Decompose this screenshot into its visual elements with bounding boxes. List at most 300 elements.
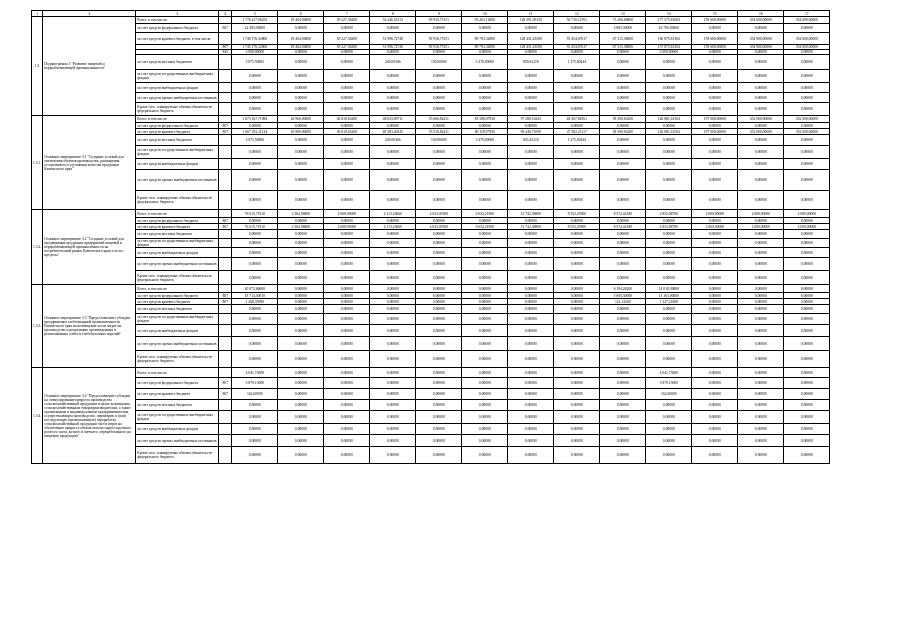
amount-cell: 0,00000 — [692, 305, 738, 314]
amount-cell: 0,00000 — [600, 389, 646, 400]
amount-cell: 0,00000 — [508, 159, 554, 170]
amount-cell: 0,00000 — [278, 50, 324, 55]
amount-cell: 0,00000 — [508, 378, 554, 389]
amount-cell: 1 776 417,06432 — [232, 17, 278, 24]
amount-cell: 159 600,00000 — [692, 45, 738, 50]
amount-cell: 52 246,52112 — [370, 17, 416, 24]
amount-cell: 58 390,63200 — [600, 116, 646, 123]
amount-cell: 0,00000 — [646, 248, 692, 258]
amount-cell: 0,00000 — [600, 230, 646, 239]
amount-cell: 0,00000 — [784, 378, 830, 389]
amount-cell: 0,00000 — [416, 314, 462, 325]
amount-cell: 0,00000 — [416, 447, 462, 464]
funding-source: за счет средств прочих внебюджетных источников — [136, 337, 219, 351]
amount-cell: 0,00000 — [784, 293, 830, 299]
amount-cell: 0,00000 — [692, 146, 738, 159]
amount-cell: 0,00000 — [784, 389, 830, 400]
amount-cell: 0,00000 — [692, 368, 738, 378]
budget-code — [219, 447, 232, 464]
amount-cell: 0,00000 — [324, 103, 370, 116]
amount-cell: 48 633,09711 — [370, 116, 416, 123]
amount-cell: 0,00000 — [370, 170, 416, 191]
funding-source: за счет средств внебюджетных фондов — [136, 83, 219, 93]
amount-cell: 0,00000 — [324, 351, 370, 368]
amount-cell: 0,00000 — [370, 400, 416, 411]
amount-cell: 0,00000 — [738, 248, 784, 258]
amount-cell: 0,00000 — [738, 55, 784, 70]
amount-cell: 352 000,00000 — [738, 129, 784, 135]
column-number: 4 — [219, 11, 232, 17]
amount-cell: 0,00000 — [508, 424, 554, 435]
amount-cell: 0,00000 — [738, 123, 784, 129]
section-name: Основное мероприятие 3.4 "Предоставление субсидии на стимулирование прироста производства сельскохозяйственной продукции в целях возмещения сельскохозяйственным товаропроизводителям, а также организациям и индивидуальным предпринимателям, осуществляющим производство, первичную и (или) последующую (промышленную) переработку сельскохозяйственной продукции части затрат на обеспечение прироста объема молока сырого крупного рогатого скота, козьего и овечьего, переработанного на пищевую продукцию" — [43, 368, 136, 464]
amount-cell: 0,00000 — [278, 337, 324, 351]
amount-cell: 0,00000 — [554, 159, 600, 170]
amount-cell: 0,00000 — [738, 299, 784, 305]
amount-cell: 0,00000 — [370, 218, 416, 224]
amount-cell: 0,00000 — [554, 293, 600, 299]
amount-cell: 0,00000 — [278, 55, 324, 70]
amount-cell: 157 875,81304 — [646, 45, 692, 50]
amount-cell: 0,00000 — [508, 230, 554, 239]
amount-cell: 354 000,00000 — [738, 45, 784, 50]
amount-cell: 0,00000 — [554, 325, 600, 337]
budget-code — [219, 17, 232, 24]
table-row — [32, 314, 830, 325]
amount-cell: 0,00000 — [278, 351, 324, 368]
amount-cell: 0,00000 — [508, 314, 554, 325]
amount-cell: 0,00000 — [646, 258, 692, 271]
amount-cell: 0,00000 — [416, 146, 462, 159]
table-row — [32, 159, 830, 170]
budget-code — [219, 305, 232, 314]
table-row — [32, 447, 830, 464]
amount-cell: 0,00000 — [278, 248, 324, 258]
amount-cell: 160 875,81304 — [646, 33, 692, 45]
amount-cell: 162,60000 — [232, 389, 278, 400]
amount-cell: 0,00000 — [738, 435, 784, 447]
column-number: 15 — [692, 11, 738, 17]
amount-cell: 26 900,00000 — [278, 129, 324, 135]
amount-cell: 0,00000 — [462, 325, 508, 337]
amount-cell: 0,00000 — [600, 351, 646, 368]
amount-cell: 859,65218 — [508, 55, 554, 70]
amount-cell: 0,00000 — [416, 103, 462, 116]
amount-cell: 0,00000 — [462, 218, 508, 224]
amount-cell: 1 127,21800 — [646, 299, 692, 305]
amount-cell: 0,00000 — [462, 50, 508, 55]
funding-source: за счет средств местных бюджетов — [136, 135, 219, 146]
amount-cell: 0,00000 — [784, 248, 830, 258]
funding-source: за счет средств краевого бюджета — [136, 224, 219, 230]
budget-code — [219, 424, 232, 435]
amount-cell: 93 263,12800 — [462, 17, 508, 24]
amount-cell: 0,00000 — [554, 103, 600, 116]
amount-cell: 0,00000 — [554, 305, 600, 314]
amount-cell: 67 315,36800 — [600, 33, 646, 45]
amount-cell: 0,00000 — [600, 70, 646, 83]
amount-cell: 0,00000 — [278, 400, 324, 411]
amount-cell: 0,00000 — [600, 191, 646, 210]
amount-cell: 0,00000 — [692, 103, 738, 116]
amount-cell: 0,00000 — [554, 447, 600, 464]
amount-cell: 4 023,05300 — [416, 224, 462, 230]
amount-cell: 0,00000 — [646, 400, 692, 411]
amount-cell: 0,00000 — [370, 83, 416, 93]
amount-cell: 0,00000 — [324, 389, 370, 400]
table-row — [32, 285, 830, 293]
amount-cell: 0,00000 — [416, 230, 462, 239]
funding-source: Всего, в том числе: — [136, 17, 219, 24]
budget-code: 807 — [219, 218, 232, 224]
amount-cell: 0,00000 — [278, 103, 324, 116]
amount-cell: 0,00000 — [554, 314, 600, 325]
amount-cell: 0,00000 — [692, 70, 738, 83]
amount-cell: 0,00000 — [784, 93, 830, 103]
amount-cell: 0,00000 — [278, 293, 324, 299]
amount-cell: 83 588,07930 — [462, 116, 508, 123]
section-name: Основное мероприятие 3.2 "Создание условий для продвижения продукции предприятий пищевой и перерабатывающей промышленности на потребительский рынок Камчатского края и за его пределы" — [43, 210, 136, 285]
funding-source: за счет средств государственных внебюджетных фондов — [136, 70, 219, 83]
amount-cell: 0,00000 — [646, 191, 692, 210]
amount-cell: 0,00000 — [416, 239, 462, 248]
amount-cell: 0,00000 — [554, 351, 600, 368]
amount-cell: 36 618,63200 — [324, 116, 370, 123]
amount-cell: 0,00000 — [508, 50, 554, 55]
amount-cell: 36 618,63200 — [324, 129, 370, 135]
amount-cell: 0,00000 — [416, 389, 462, 400]
table-row — [32, 351, 830, 368]
amount-cell: 0,00000 — [508, 146, 554, 159]
amount-cell: 0,00000 — [462, 146, 508, 159]
amount-cell: 0,00000 — [784, 435, 830, 447]
amount-cell: 0,00000 — [508, 325, 554, 337]
amount-cell: 0,00000 — [738, 230, 784, 239]
amount-cell: 0,00000 — [646, 351, 692, 368]
amount-cell: 0,00000 — [738, 258, 784, 271]
amount-cell: 0,00000 — [646, 314, 692, 325]
amount-cell: 2 852,08700 — [646, 210, 692, 218]
amount-cell: 0,00000 — [416, 93, 462, 103]
funding-source: Всего, в том числе: — [136, 368, 219, 378]
amount-cell: 0,00000 — [738, 159, 784, 170]
amount-cell: 8 574,44180 — [600, 224, 646, 230]
amount-cell: 1 673 167,71984 — [232, 116, 278, 123]
amount-cell: 0,00000 — [416, 70, 462, 83]
amount-cell: 0,00000 — [646, 424, 692, 435]
amount-cell: 0,00000 — [600, 239, 646, 248]
funding-source: за счет средств федерального бюджета — [136, 218, 219, 224]
amount-cell: 0,00000 — [646, 146, 692, 159]
amount-cell: 0,00000 — [508, 305, 554, 314]
amount-cell: 0,00000 — [738, 191, 784, 210]
funding-source: Кроме того, планируемые объемы обязательств федерального бюджета — [136, 447, 219, 464]
amount-cell: 0,00000 — [416, 191, 462, 210]
column-number: 2 — [43, 11, 136, 17]
amount-cell: 0,00000 — [738, 389, 784, 400]
budget-code — [219, 70, 232, 83]
amount-cell: 0,00000 — [370, 146, 416, 159]
amount-cell: 0,00000 — [600, 337, 646, 351]
amount-cell: 0,00000 — [646, 230, 692, 239]
column-number: 9 — [416, 11, 462, 17]
amount-cell: 0,00000 — [416, 305, 462, 314]
amount-cell: 0,00000 — [462, 299, 508, 305]
amount-cell: 833,45218 — [508, 135, 554, 146]
amount-cell: 0,00000 — [462, 424, 508, 435]
amount-cell: 0,00000 — [784, 83, 830, 93]
amount-cell: 0,00000 — [600, 258, 646, 271]
amount-cell: 0,00000 — [324, 305, 370, 314]
amount-cell: 0,00000 — [370, 191, 416, 210]
amount-cell: 8 574,44180 — [600, 210, 646, 218]
amount-cell: 0,00000 — [370, 159, 416, 170]
amount-cell: 0,00000 — [784, 170, 830, 191]
amount-cell: 0,00000 — [554, 70, 600, 83]
section-number: 1.3. — [32, 17, 43, 116]
budget-code — [219, 351, 232, 368]
amount-cell: 0,00000 — [462, 285, 508, 293]
amount-cell: 0,00000 — [324, 93, 370, 103]
amount-cell: 0,00000 — [554, 271, 600, 285]
amount-cell: 3 000,00000 — [232, 50, 278, 55]
amount-cell: 0,00000 — [370, 70, 416, 83]
amount-cell: 0,00000 — [554, 368, 600, 378]
amount-cell: 0,00000 — [324, 159, 370, 170]
amount-cell: 0,00000 — [692, 248, 738, 258]
amount-cell: 0,00000 — [462, 83, 508, 93]
amount-cell: 0,00000 — [784, 159, 830, 170]
amount-cell: 177 575,81604 — [646, 17, 692, 24]
funding-source: за счет средств местных бюджетов — [136, 305, 219, 314]
amount-cell: 0,00000 — [416, 248, 462, 258]
amount-cell: 2 000,00000 — [738, 210, 784, 218]
amount-cell: 1 745 176,32800 — [232, 45, 278, 50]
amount-cell: 0,00000 — [600, 314, 646, 325]
amount-cell: 8 552,25900 — [554, 210, 600, 218]
amount-cell: 55 516,82411 — [416, 129, 462, 135]
funding-source: за счет средств внебюджетных фондов — [136, 325, 219, 337]
table-row — [32, 103, 830, 116]
amount-cell: 0,00000 — [554, 299, 600, 305]
amount-cell: 0,00000 — [462, 378, 508, 389]
amount-cell: 0,00000 — [692, 271, 738, 285]
amount-cell: 5 683,30000 — [600, 293, 646, 299]
amount-cell: 0,00000 — [370, 424, 416, 435]
amount-cell: 0,00000 — [324, 135, 370, 146]
funding-source: за счет средств федерального бюджета — [136, 378, 219, 389]
table-row — [32, 271, 830, 285]
amount-cell: 0,00000 — [692, 435, 738, 447]
amount-cell: 0,00000 — [232, 325, 278, 337]
amount-cell: 6 194,26200 — [600, 285, 646, 293]
amount-cell: 0,00000 — [232, 351, 278, 368]
amount-cell: 55 454,67617 — [554, 45, 600, 50]
amount-cell: 0,00000 — [600, 400, 646, 411]
amount-cell: 0,00000 — [600, 447, 646, 464]
amount-cell: 0,00000 — [508, 103, 554, 116]
amount-cell: 0,00000 — [784, 218, 830, 224]
amount-cell: 0,00000 — [324, 378, 370, 389]
budget-code — [219, 411, 232, 424]
amount-cell: 0,00000 — [324, 325, 370, 337]
amount-cell: 0,00000 — [692, 123, 738, 129]
amount-cell: 1 275,80444 — [554, 135, 600, 146]
amount-cell: 0,00000 — [278, 447, 324, 464]
budget-code — [219, 239, 232, 248]
amount-cell: 59 916,75151 — [416, 45, 462, 50]
amount-cell: 0,00000 — [784, 400, 830, 411]
amount-cell: 2 564,56800 — [278, 224, 324, 230]
amount-cell: 0,00000 — [508, 258, 554, 271]
amount-cell: 128 291,09135 — [508, 17, 554, 24]
section-name: Основное мероприятие 3.3 "Предоставление субсидии предприятиям хлебопекарной промышленности Камчатского края на возмещение части затрат на производство и реализацию произведенных и реализованных хлеба и хлебобулочных изделий" — [43, 285, 136, 368]
amount-cell: 0,00000 — [462, 103, 508, 116]
amount-cell: 47 382,21117 — [554, 129, 600, 135]
amount-cell: 0,00000 — [278, 299, 324, 305]
amount-cell: 0,00000 — [416, 424, 462, 435]
amount-cell: 0,00000 — [646, 93, 692, 103]
budget-code — [219, 400, 232, 411]
amount-cell: 0,00000 — [416, 337, 462, 351]
budget-code — [219, 435, 232, 447]
section-name: Основное мероприятие 3.1 "Создание условий для увеличения объемов производства, расширения ассортимента и улучшения качества продукции Камчатского края" — [43, 116, 136, 210]
amount-cell: 0,00000 — [738, 83, 784, 93]
amount-cell: 354 000,00000 — [738, 17, 784, 24]
amount-cell: 197 000,00000 — [692, 129, 738, 135]
amount-cell: 0,00000 — [738, 239, 784, 248]
table-row — [32, 435, 830, 447]
amount-cell: 0,00000 — [416, 24, 462, 33]
amount-cell: 0,00000 — [554, 411, 600, 424]
budget-code — [219, 337, 232, 351]
amount-cell: 0,00000 — [508, 191, 554, 210]
amount-cell: 3 470,00000 — [462, 55, 508, 70]
amount-cell: 0,00000 — [508, 447, 554, 464]
table-row — [32, 24, 830, 33]
funding-source: за счет средств краевого бюджета, в том числе: — [136, 33, 219, 45]
amount-cell: 0,00000 — [324, 70, 370, 83]
amount-cell: 0,00000 — [324, 123, 370, 129]
amount-cell: 0,00000 — [692, 447, 738, 464]
amount-cell: 0,00000 — [784, 24, 830, 33]
amount-cell: 0,00000 — [324, 83, 370, 93]
amount-cell: 0,00000 — [738, 400, 784, 411]
amount-cell: 0,00000 — [784, 325, 830, 337]
amount-cell: 0,00000 — [462, 400, 508, 411]
funding-source: за счет средств внебюджетных фондов — [136, 248, 219, 258]
amount-cell: 0,00000 — [416, 83, 462, 93]
amount-cell: 0,00000 — [784, 103, 830, 116]
amount-cell: 0,00000 — [692, 411, 738, 424]
amount-cell: 0,00000 — [508, 337, 554, 351]
amount-cell: 0,00000 — [646, 103, 692, 116]
funding-source: за счет средств государственных внебюджетных фондов — [136, 239, 219, 248]
amount-cell: 0,00000 — [462, 123, 508, 129]
amount-cell: 0,00000 — [370, 368, 416, 378]
budget-code: 807 — [219, 299, 232, 305]
amount-cell: 0,00000 — [324, 285, 370, 293]
budget-code: 807 — [219, 389, 232, 400]
amount-cell: 0,00000 — [416, 325, 462, 337]
budget-code — [219, 135, 232, 146]
amount-cell: 0,00000 — [692, 24, 738, 33]
amount-cell: 0,00000 — [278, 325, 324, 337]
column-number: 14 — [646, 11, 692, 17]
funding-source: за счет средств прочих внебюджетных источников — [136, 435, 219, 447]
budget-code — [219, 93, 232, 103]
amount-cell: 0,00000 — [738, 271, 784, 285]
amount-cell: 18 714,30010 — [232, 293, 278, 299]
amount-cell: 0,00000 — [278, 258, 324, 271]
amount-cell: 0,00000 — [738, 135, 784, 146]
amount-cell: 0,00000 — [416, 258, 462, 271]
amount-cell: 0,00000 — [416, 400, 462, 411]
amount-cell: 0,00000 — [554, 248, 600, 258]
amount-cell: 150,00000 — [416, 55, 462, 70]
amount-cell: 352 000,00000 — [738, 116, 784, 123]
funding-source: за счет средств прочих внебюджетных источников — [136, 258, 219, 271]
amount-cell: 128 431,43500 — [508, 33, 554, 45]
amount-cell: 73 206,66800 — [600, 17, 646, 24]
funding-source: Кроме того, планируемые объемы обязательств федерального бюджета — [136, 351, 219, 368]
column-number: 8 — [370, 11, 416, 17]
amount-cell: 0,00000 — [600, 325, 646, 337]
amount-cell: 0,00000 — [692, 191, 738, 210]
amount-cell: 0,00000 — [416, 293, 462, 299]
amount-cell: 0,00000 — [646, 337, 692, 351]
amount-cell: 48 267,82561 — [554, 116, 600, 123]
amount-cell: 0,00000 — [508, 435, 554, 447]
amount-cell: 80 118,07930 — [462, 129, 508, 135]
amount-cell: 0,00000 — [554, 191, 600, 210]
budget-code — [219, 230, 232, 239]
table-row — [32, 400, 830, 411]
amount-cell: 0,00000 — [738, 378, 784, 389]
amount-cell: 0,00000 — [462, 305, 508, 314]
funding-source: за счет средств федерального бюджета — [136, 123, 219, 129]
table-row — [32, 389, 830, 400]
amount-cell: 0,00000 — [462, 248, 508, 258]
column-number: 1 — [32, 11, 43, 17]
amount-cell: 0,00000 — [370, 378, 416, 389]
table-row — [32, 33, 830, 45]
amount-cell: 0,00000 — [646, 170, 692, 191]
amount-cell: 29 464,56800 — [278, 17, 324, 24]
funding-source: за счет средств внебюджетных фондов — [136, 159, 219, 170]
amount-cell: 4 113,23660 — [370, 224, 416, 230]
amount-cell: 0,00000 — [692, 400, 738, 411]
funding-source: за счет средств краевого бюджета — [136, 299, 219, 305]
amount-cell: 0,00000 — [508, 411, 554, 424]
amount-cell: 0,00000 — [508, 218, 554, 224]
amount-cell: 126 881,61504 — [646, 116, 692, 123]
amount-cell: 0,00000 — [278, 314, 324, 325]
amount-cell: 0,00000 — [692, 285, 738, 293]
amount-cell: 0,00000 — [278, 135, 324, 146]
table-row — [32, 191, 830, 210]
amount-cell: 0,00000 — [416, 218, 462, 224]
amount-cell: 2 000,00000 — [784, 224, 830, 230]
amount-cell: 352 000,00000 — [784, 129, 830, 135]
amount-cell: 0,00000 — [232, 123, 278, 129]
amount-cell: 0,00000 — [324, 239, 370, 248]
amount-cell: 0,00000 — [738, 285, 784, 293]
amount-cell: 0,00000 — [370, 325, 416, 337]
table-row — [32, 83, 830, 93]
amount-cell: 0,00000 — [278, 305, 324, 314]
amount-cell: 0,00000 — [324, 293, 370, 299]
